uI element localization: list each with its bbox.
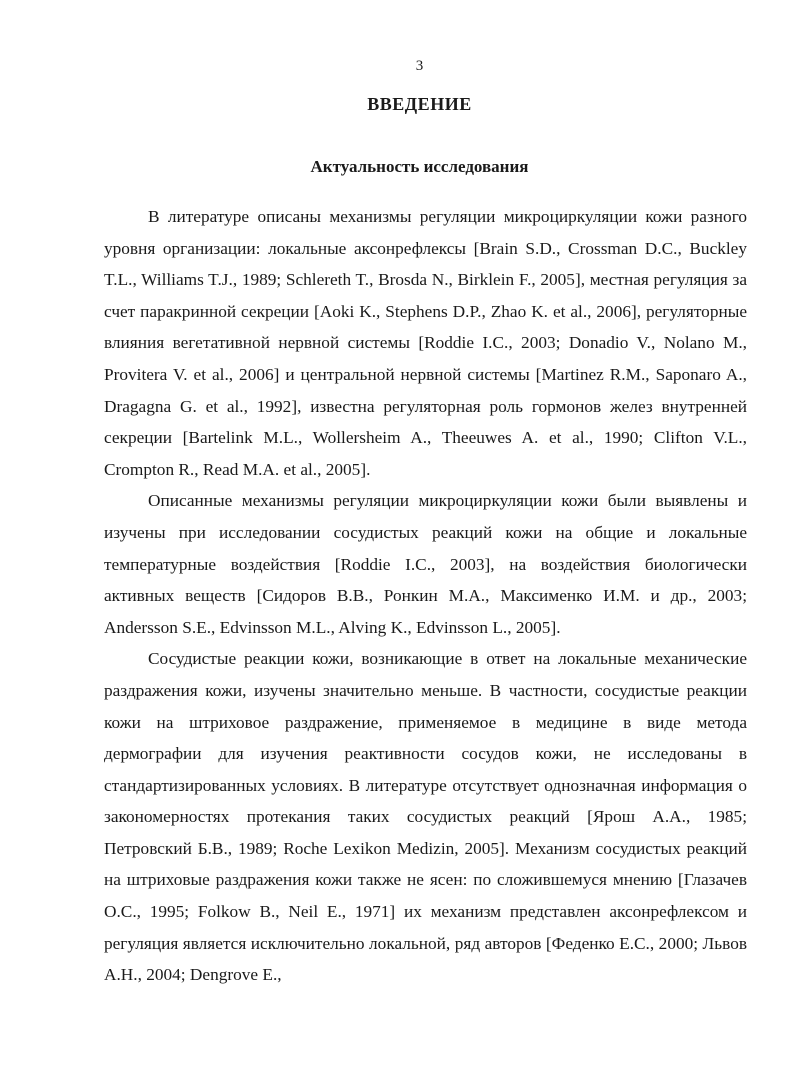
section-title: Актуальность исследования xyxy=(310,157,529,176)
paragraph-described-mechanisms: Описанные механизмы регуляции микроциркуляции кожи были выявлены и изучены при исследовании сосудистых реакций кожи на общие и локальные температурные воздействия [Roddie I.C., 2003], на воздействия биологически активных веществ [Сидоров В.В., Ронкин М.А., Максименко И.М. и др., 2003; Andersson S.E., Edvinsson M.L., Alving K., Edvinsson L., 2005]. xyxy=(104,491,747,637)
paragraph-vascular-reactions: Сосудистые реакции кожи, возникающие в ответ на локальные механические раздражения кожи, изучены значительно меньше. В частности, сосудистые реакции кожи на штриховое раздражение, применяемое в медицине в виде метода дермографии для изучения реактивности сосудов кожи, не исследованы в стандартизированных условиях. В литературе отсутствует однозначная информация о закономерностях протекания таких сосудистых реакций [Ярош А.А., 1985; Петровский Б.В., 1989; Roche Lexikon Medizin, 2005]. Механизм сосудистых реакций на штриховые раздражения кожи также не ясен: по сложившемуся мнению [Глазачев О.С., 1995; Folkow B., Neil E., 1971] их механизм представлен аксонрефлексом и регуляция является исключительно локальной, ряд авторов [Феденко Е.С., 2000; Львов А.Н., 2004; Dengrove E., xyxy=(104,649,747,985)
page-number: 3 xyxy=(415,58,424,74)
paragraph-literature-mechanisms: В литературе описаны механизмы регуляции микроциркуляции кожи разного уровня организации: локальные аксонрефлексы [Brain S.D., Crossman D.C., Buckley T.L., Williams T.J., 1989; Schlereth T., Brosda N., Birklein F., 2005], местная регуляция за счет паракринной секреции [Aoki K., Stephens D.P., Zhao K. et al., 2006], регуляторные влияния вегетативной нервной системы [Roddie I.C., 2003; Donadio V., Nolano M., Provitera V. et al., 2006] и центральной нервной системы [Martinez R.M., Saponaro A., Dragagna G. et al., 1992], известна регуляторная роль гормонов желез внутренней секреции [Bartelink M.L., Wollersheim A., Theeuwes A. et al., 1990; Clifton V.L., Crompton R., Read M.A. et al., 2005]. xyxy=(104,207,747,479)
body-text xyxy=(104,201,747,991)
chapter-title: ВВЕДЕНИЕ xyxy=(367,94,472,114)
